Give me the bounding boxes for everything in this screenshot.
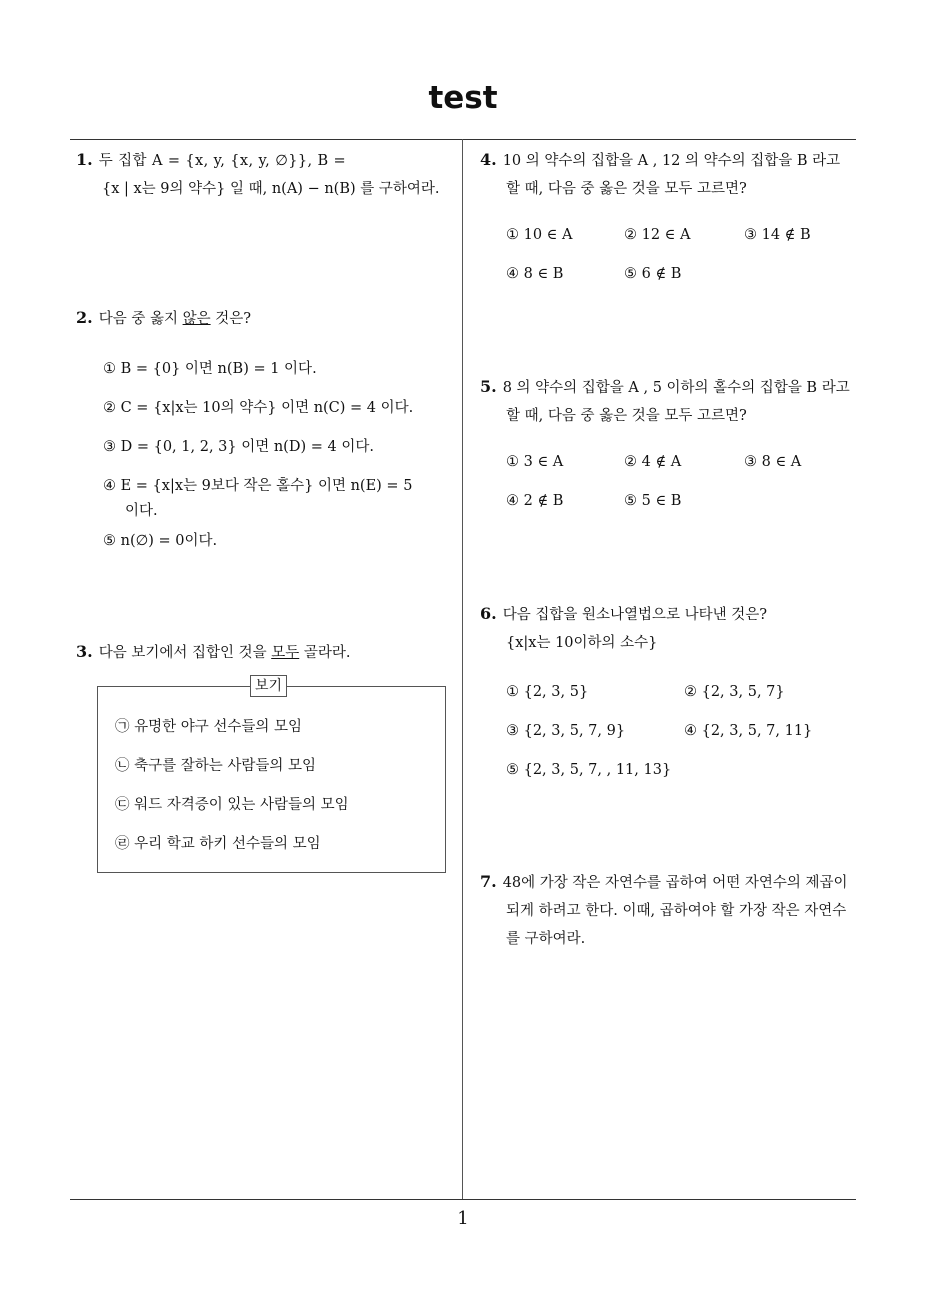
answer-option: ⑤ {2, 3, 5, 7, , 11, 13} — [506, 762, 672, 778]
answer-option-continued: 이다. — [125, 503, 158, 519]
question-text-line1: 두 집합 A = {x, y, {x, y, ∅}}, B = — [98, 153, 347, 169]
underlined-word: 모두 — [271, 645, 300, 661]
question-text-line1: 10 의 약수의 집합을 A , 12 의 약수의 집합을 B 라고 — [502, 153, 841, 169]
question-text-line2: 할 때, 다음 중 옳은 것을 모두 고르면? — [506, 181, 747, 197]
example-item: ㉡ 축구를 잘하는 사람들의 모임 — [115, 758, 317, 774]
answer-option: ① {2, 3, 5} — [506, 684, 589, 700]
question-5 — [480, 373, 860, 430]
example-item: ㉣ 우리 학교 하키 선수들의 모임 — [115, 836, 321, 852]
answer-option: ④ 8 ∈ B — [506, 266, 564, 282]
answer-option: ④ {2, 3, 5, 7, 11} — [684, 723, 813, 739]
question-text-line3: 를 구하여라. — [506, 931, 586, 947]
question-number: 1. — [76, 150, 93, 169]
answer-option: ① B = {0} 이면 n(B) = 1 이다. — [103, 361, 317, 377]
answer-option: ⑤ n(∅) = 0이다. — [103, 533, 218, 549]
column-divider — [462, 139, 463, 1200]
page-title: test — [428, 80, 498, 116]
question-text-line2: {x|x는 10이하의 소수} — [506, 635, 658, 651]
underlined-word: 않은 — [182, 311, 211, 327]
question-6 — [480, 600, 860, 657]
question-text-line1: 48에 가장 작은 자연수를 곱하여 어떤 자연수의 제곱이 — [502, 875, 848, 891]
question-text-end: 것은? — [210, 311, 251, 327]
question-text-line2: {x | x는 9의 약수} 일 때, n(A) − n(B) 를 구하여라. — [102, 181, 440, 197]
question-number: 4. — [480, 150, 497, 169]
page-number: 1 — [457, 1208, 469, 1229]
question-number: 2. — [76, 308, 93, 327]
answer-option: ① 10 ∈ A — [506, 227, 573, 243]
question-number: 6. — [480, 604, 497, 623]
answer-option: ② 12 ∈ A — [624, 227, 691, 243]
answer-option: ② C = {x|x는 10의 약수} 이면 n(C) = 4 이다. — [103, 400, 414, 416]
question-text-line1: 8 의 약수의 집합을 A , 5 이하의 홀수의 집합을 B 라고 — [502, 380, 850, 396]
question-number: 5. — [480, 377, 497, 396]
bottom-rule — [70, 1199, 856, 1200]
answer-option: ② 4 ∉ A — [624, 454, 682, 470]
example-box-label: 보기 — [250, 675, 287, 697]
question-text: 다음 중 옳지 — [98, 311, 183, 327]
question-7 — [480, 868, 865, 953]
example-item: ㉢ 워드 자격증이 있는 사람들의 모임 — [115, 797, 349, 813]
question-text-line2: 되게 하려고 한다. 이때, 곱하여야 할 가장 작은 자연수 — [506, 903, 847, 919]
question-4 — [480, 146, 860, 203]
question-number: 7. — [480, 872, 497, 891]
answer-option: ③ D = {0, 1, 2, 3} 이면 n(D) = 4 이다. — [103, 439, 374, 455]
answer-option: ② {2, 3, 5, 7} — [684, 684, 785, 700]
answer-option: ⑤ 6 ∉ B — [624, 266, 682, 282]
top-rule — [70, 139, 856, 140]
question-3 — [76, 638, 350, 667]
answer-option: ⑤ 5 ∈ B — [624, 493, 682, 509]
example-item: ㉠ 유명한 야구 선수들의 모임 — [115, 719, 303, 735]
question-number: 3. — [76, 642, 93, 661]
answer-option: ① 3 ∈ A — [506, 454, 564, 470]
answer-option: ③ 8 ∈ A — [744, 454, 802, 470]
question-text: 다음 보기에서 집합인 것을 — [98, 645, 272, 661]
answer-option: ④ E = {x|x는 9보다 작은 홀수} 이면 n(E) = 5 — [103, 478, 413, 494]
question-text-line1: 다음 집합을 원소나열법으로 나타낸 것은? — [502, 607, 768, 623]
answer-option: ④ 2 ∉ B — [506, 493, 564, 509]
question-2 — [76, 304, 251, 333]
question-text-line2: 할 때, 다음 중 옳은 것을 모두 고르면? — [506, 408, 747, 424]
question-text-end: 골라라. — [299, 645, 351, 661]
question-1 — [76, 146, 456, 203]
answer-option: ③ {2, 3, 5, 7, 9} — [506, 723, 626, 739]
answer-option: ③ 14 ∉ B — [744, 227, 811, 243]
